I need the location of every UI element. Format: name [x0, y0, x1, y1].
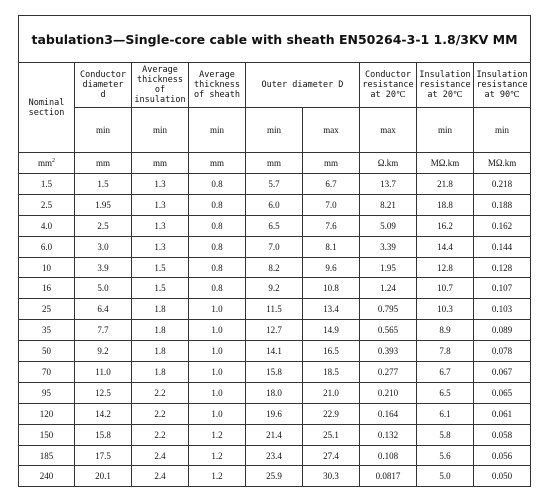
table-cell: 1.0 — [189, 299, 246, 320]
header-conductor-diameter — [75, 63, 132, 108]
table-cell: 0.8 — [189, 257, 246, 278]
table-cell: 70 — [19, 362, 75, 383]
subheader-cell: min — [417, 108, 474, 153]
table-row — [19, 362, 531, 383]
table-cell: 0.128 — [474, 257, 531, 278]
table-cell: 10.7 — [417, 278, 474, 299]
table-cell: 0.056 — [474, 445, 531, 466]
header-insulation-resistance-90: Insulation resistance at 90℃ — [474, 63, 531, 108]
table-cell: 21.8 — [417, 174, 474, 195]
table-cell: 1.3 — [132, 174, 189, 195]
table-cell: 8.21 — [360, 194, 417, 215]
table-cell: 1.3 — [132, 215, 189, 236]
table-cell: 6.0 — [19, 236, 75, 257]
table-cell: 10 — [19, 257, 75, 278]
table-cell: 25 — [19, 299, 75, 320]
table-cell: 10.3 — [417, 299, 474, 320]
table-cell: 13.7 — [360, 174, 417, 195]
subheader-cell: min — [246, 108, 303, 153]
table-cell: 11.0 — [75, 362, 132, 383]
header-avg-sheath: Average thickness of sheath — [189, 63, 246, 108]
header-insulation-resistance-20: Insulation resistance at 20℃ — [417, 63, 474, 108]
table-cell: 0.078 — [474, 341, 531, 362]
table-cell: 9.2 — [75, 341, 132, 362]
unit-cell: MΩ.km — [474, 153, 531, 174]
header-conductor-diameter-label: Conductor diameter — [79, 70, 127, 90]
table-cell: 240 — [19, 466, 75, 487]
subheader-cell: min — [189, 108, 246, 153]
table-cell: 18.8 — [417, 194, 474, 215]
table-cell: 7.7 — [75, 320, 132, 341]
unit-text: mm — [37, 158, 52, 168]
table-cell: 5.8 — [417, 424, 474, 445]
table-body — [19, 174, 531, 487]
header-conductor-resistance: Conductor resistance at 20℃ — [360, 63, 417, 108]
table-cell: 6.5 — [417, 382, 474, 403]
table-cell: 185 — [19, 445, 75, 466]
unit-row — [19, 153, 531, 174]
table-cell: 7.6 — [303, 215, 360, 236]
table-cell: 0.8 — [189, 215, 246, 236]
table-cell: 1.5 — [75, 174, 132, 195]
table-cell: 9.2 — [246, 278, 303, 299]
table-cell: 0.162 — [474, 215, 531, 236]
table-cell: 2.4 — [132, 466, 189, 487]
table-cell: 6.7 — [417, 362, 474, 383]
table-cell: 0.108 — [360, 445, 417, 466]
table-row — [19, 445, 531, 466]
table-cell: 3.9 — [75, 257, 132, 278]
table-cell: 17.5 — [75, 445, 132, 466]
cable-spec-sheet — [18, 15, 530, 487]
table-cell: 1.8 — [132, 299, 189, 320]
table-cell: 14.9 — [303, 320, 360, 341]
table-cell: 1.24 — [360, 278, 417, 299]
table-cell: 27.4 — [303, 445, 360, 466]
table-cell: 6.0 — [246, 194, 303, 215]
table-cell: 0.144 — [474, 236, 531, 257]
header-conductor-diameter-symbol: d — [100, 90, 106, 100]
table-cell: 1.2 — [189, 466, 246, 487]
table-cell: 0.050 — [474, 466, 531, 487]
table-cell: 1.3 — [132, 236, 189, 257]
table-cell: 1.0 — [189, 320, 246, 341]
table-cell: 20.1 — [75, 466, 132, 487]
subheader-cell: max — [360, 108, 417, 153]
table-cell: 0.0817 — [360, 466, 417, 487]
subheader-cell: min — [132, 108, 189, 153]
table-cell: 0.8 — [189, 278, 246, 299]
table-cell: 35 — [19, 320, 75, 341]
table-cell: 1.0 — [189, 341, 246, 362]
table-cell: 12.8 — [417, 257, 474, 278]
unit-cell: mm — [246, 153, 303, 174]
table-cell: 16.2 — [417, 215, 474, 236]
table-cell: 1.0 — [189, 362, 246, 383]
table-cell: 1.2 — [189, 424, 246, 445]
table-cell: 5.0 — [75, 278, 132, 299]
table-cell: 1.95 — [75, 194, 132, 215]
table-cell: 4.0 — [19, 215, 75, 236]
subheader-cell: min — [474, 108, 531, 153]
table-cell: 0.065 — [474, 382, 531, 403]
table-cell: 95 — [19, 382, 75, 403]
table-title: tabulation3—Single-core cable with sheath EN50264-3-1 1.8/3KV MM — [19, 16, 531, 63]
table-cell: 0.8 — [189, 194, 246, 215]
table-cell: 16.5 — [303, 341, 360, 362]
table-cell: 1.5 — [132, 257, 189, 278]
table-cell: 8.9 — [417, 320, 474, 341]
table-cell: 2.2 — [132, 382, 189, 403]
table-cell: 0.393 — [360, 341, 417, 362]
unit-cell: mm — [189, 153, 246, 174]
table-cell: 1.2 — [189, 445, 246, 466]
table-row — [19, 257, 531, 278]
header-nominal-section: Nominal section — [19, 63, 75, 153]
table-cell: 1.0 — [189, 403, 246, 424]
table-cell: 2.4 — [132, 445, 189, 466]
table-cell: 1.8 — [132, 320, 189, 341]
subheader-cell: max — [303, 108, 360, 153]
table-cell: 120 — [19, 403, 75, 424]
table-cell: 19.6 — [246, 403, 303, 424]
unit-cell: mm — [132, 153, 189, 174]
table-cell: 22.9 — [303, 403, 360, 424]
table-cell: 1.0 — [189, 382, 246, 403]
table-cell: 50 — [19, 341, 75, 362]
table-cell: 2.2 — [132, 424, 189, 445]
table-cell: 0.188 — [474, 194, 531, 215]
table-cell: 15.8 — [246, 362, 303, 383]
table-row — [19, 466, 531, 487]
table-cell: 5.7 — [246, 174, 303, 195]
table-cell: 3.0 — [75, 236, 132, 257]
table-cell: 0.277 — [360, 362, 417, 383]
table-cell: 1.8 — [132, 362, 189, 383]
table-cell: 1.5 — [19, 174, 75, 195]
table-cell: 5.0 — [417, 466, 474, 487]
table-cell: 25.9 — [246, 466, 303, 487]
table-row — [19, 278, 531, 299]
table-cell: 0.107 — [474, 278, 531, 299]
table-cell: 12.7 — [246, 320, 303, 341]
table-cell: 11.5 — [246, 299, 303, 320]
table-cell: 6.5 — [246, 215, 303, 236]
table-cell: 0.132 — [360, 424, 417, 445]
table-cell: 14.4 — [417, 236, 474, 257]
cable-spec-table — [18, 15, 531, 487]
table-cell: 0.795 — [360, 299, 417, 320]
table-cell: 23.4 — [246, 445, 303, 466]
table-cell: 18.5 — [303, 362, 360, 383]
table-cell: 0.565 — [360, 320, 417, 341]
table-cell: 0.8 — [189, 236, 246, 257]
unit-cell: MΩ.km — [417, 153, 474, 174]
table-cell: 0.218 — [474, 174, 531, 195]
table-cell: 0.067 — [474, 362, 531, 383]
table-cell: 16 — [19, 278, 75, 299]
table-cell: 2.5 — [75, 215, 132, 236]
table-row — [19, 236, 531, 257]
header-avg-insulation: Average thickness of insulation — [132, 63, 189, 108]
unit-cell: mm — [303, 153, 360, 174]
table-row — [19, 174, 531, 195]
table-cell: 8.2 — [246, 257, 303, 278]
table-row — [19, 215, 531, 236]
table-cell: 8.1 — [303, 236, 360, 257]
table-cell: 9.6 — [303, 257, 360, 278]
table-cell: 0.103 — [474, 299, 531, 320]
table-cell: 0.061 — [474, 403, 531, 424]
table-cell: 2.2 — [132, 403, 189, 424]
table-cell: 10.8 — [303, 278, 360, 299]
subheader-row — [19, 108, 531, 153]
header-outer-diameter: Outer diameter D — [246, 63, 360, 108]
table-row — [19, 382, 531, 403]
table-row — [19, 341, 531, 362]
table-cell: 6.1 — [417, 403, 474, 424]
table-cell: 0.058 — [474, 424, 531, 445]
table-cell: 21.0 — [303, 382, 360, 403]
table-cell: 150 — [19, 424, 75, 445]
table-cell: 1.8 — [132, 341, 189, 362]
table-row — [19, 194, 531, 215]
table-cell: 14.1 — [246, 341, 303, 362]
table-cell: 2.5 — [19, 194, 75, 215]
table-cell: 6.7 — [303, 174, 360, 195]
table-cell: 30.3 — [303, 466, 360, 487]
table-cell: 15.8 — [75, 424, 132, 445]
table-row — [19, 320, 531, 341]
table-cell: 14.2 — [75, 403, 132, 424]
table-cell: 13.4 — [303, 299, 360, 320]
table-cell: 21.4 — [246, 424, 303, 445]
table-cell: 0.210 — [360, 382, 417, 403]
table-cell: 25.1 — [303, 424, 360, 445]
table-cell: 1.5 — [132, 278, 189, 299]
table-row — [19, 424, 531, 445]
unit-cell: mm — [75, 153, 132, 174]
table-cell: 5.09 — [360, 215, 417, 236]
unit-cell: Ω.km — [360, 153, 417, 174]
table-cell: 7.8 — [417, 341, 474, 362]
unit-cell: $mm^2$ — [19, 153, 75, 174]
table-cell: 0.8 — [189, 174, 246, 195]
table-row — [19, 403, 531, 424]
table-cell: 3.39 — [360, 236, 417, 257]
table-cell: 0.164 — [360, 403, 417, 424]
table-row — [19, 299, 531, 320]
table-cell: 1.3 — [132, 194, 189, 215]
table-cell: 18.0 — [246, 382, 303, 403]
table-cell: 1.95 — [360, 257, 417, 278]
table-cell: 12.5 — [75, 382, 132, 403]
table-cell: 7.0 — [303, 194, 360, 215]
table-cell: 7.0 — [246, 236, 303, 257]
table-cell: 5.6 — [417, 445, 474, 466]
subheader-cell: min — [75, 108, 132, 153]
table-cell: 6.4 — [75, 299, 132, 320]
table-cell: 0.089 — [474, 320, 531, 341]
